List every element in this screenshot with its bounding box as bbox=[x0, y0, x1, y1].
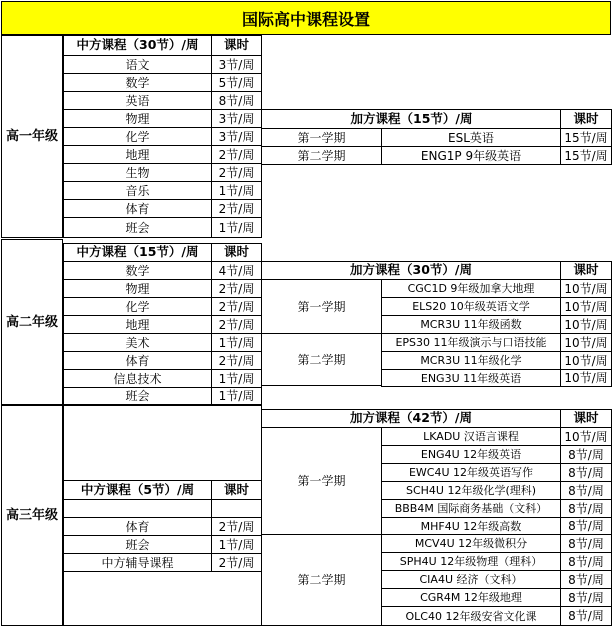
grade3-label: 高三年级 bbox=[1, 405, 63, 626]
table-row-name: MCV4U 12年级微积分 bbox=[381, 534, 561, 553]
grade3-term-2: 第二学期 bbox=[261, 534, 382, 626]
table-row-name: 物理 bbox=[63, 109, 212, 128]
table-row-hours: 1节/周 bbox=[211, 217, 262, 238]
table-row-hours: 10节/周 bbox=[560, 351, 612, 370]
table-row-hours: 2节/周 bbox=[211, 517, 262, 536]
table-row-hours: 10节/周 bbox=[560, 315, 612, 334]
grade2-term-1: 第一学期 bbox=[261, 279, 382, 334]
table-row-name: 数学 bbox=[63, 73, 212, 92]
table-row-hours: 1节/周 bbox=[211, 369, 262, 388]
sheet-title: 国际高中课程设置 bbox=[1, 1, 611, 35]
table-row-hours: 8节/周 bbox=[560, 552, 612, 571]
table-row-name: ELS20 10年级英语文学 bbox=[381, 297, 561, 316]
table-row-hours: 1节/周 bbox=[211, 535, 262, 554]
table-row-name: 地理 bbox=[63, 145, 212, 164]
table-row-name: EPS30 11年级演示与口语技能 bbox=[381, 333, 561, 352]
table-row-name: 生物 bbox=[63, 163, 212, 182]
table-row-name: ENG1P 9年级英语 bbox=[381, 146, 561, 165]
grade3-blank-row bbox=[211, 499, 262, 518]
table-row-name: 中方辅导课程 bbox=[63, 553, 212, 572]
grade3-cn-hours-header: 课时 bbox=[211, 480, 262, 500]
grade1-cn-hours-header: 课时 bbox=[211, 35, 262, 56]
table-row-hours: 8节/周 bbox=[560, 517, 612, 535]
table-row-hours: 8节/周 bbox=[211, 91, 262, 110]
table-row-hours: 8节/周 bbox=[560, 463, 612, 482]
table-row-name: MHF4U 12年级高数 bbox=[381, 517, 561, 535]
grade2-term-2: 第二学期 bbox=[261, 333, 382, 386]
table-row-hours: 4节/周 bbox=[211, 261, 262, 280]
table-row-hours: 3节/周 bbox=[211, 127, 262, 146]
table-row-hours: 2节/周 bbox=[211, 145, 262, 164]
grade1-term-2: 第二学期 bbox=[261, 146, 382, 165]
grade3-blank-row bbox=[63, 499, 212, 518]
table-row-hours: 2节/周 bbox=[211, 199, 262, 218]
grade3-ca-header: 加方课程（42节）/周 bbox=[261, 409, 561, 428]
grade1-ca-hours-header: 课时 bbox=[560, 109, 612, 129]
table-row-name: 体育 bbox=[63, 351, 212, 370]
grade3-ca-hours-header: 课时 bbox=[560, 409, 612, 428]
table-row-name: ENG3U 11年级英语 bbox=[381, 369, 561, 387]
grade3-blank-bottom bbox=[63, 571, 262, 626]
table-row-hours: 10节/周 bbox=[560, 369, 612, 387]
table-row-name: CGC1D 9年级加拿大地理 bbox=[381, 279, 561, 298]
table-row-name: 物理 bbox=[63, 279, 212, 298]
table-row-name: 班会 bbox=[63, 535, 212, 554]
table-row-name: 体育 bbox=[63, 517, 212, 536]
grade1-term-1: 第一学期 bbox=[261, 128, 382, 147]
table-row-name: MCR3U 11年级函数 bbox=[381, 315, 561, 334]
table-row-name: 英语 bbox=[63, 91, 212, 110]
table-row-hours: 2节/周 bbox=[211, 553, 262, 572]
table-row-hours: 1节/周 bbox=[211, 333, 262, 352]
table-row-hours: 10节/周 bbox=[560, 279, 612, 298]
table-row-name: CGR4M 12年级地理 bbox=[381, 588, 561, 607]
table-row-name: 班会 bbox=[63, 217, 212, 238]
table-row-hours: 8节/周 bbox=[560, 534, 612, 553]
table-row-hours: 8节/周 bbox=[560, 499, 612, 518]
table-row-name: EWC4U 12年级英语写作 bbox=[381, 463, 561, 482]
table-row-hours: 2节/周 bbox=[211, 351, 262, 370]
table-row-hours: 8节/周 bbox=[560, 606, 612, 626]
table-row-hours: 1节/周 bbox=[211, 387, 262, 405]
table-row-name: LKADU 汉语言课程 bbox=[381, 427, 561, 446]
table-row-name: CIA4U 经济（文科） bbox=[381, 570, 561, 589]
grade1-cn-header: 中方课程（30节）/周 bbox=[63, 35, 212, 56]
table-row-hours: 2节/周 bbox=[211, 315, 262, 334]
table-row-name: 音乐 bbox=[63, 181, 212, 200]
table-row-hours: 2节/周 bbox=[211, 297, 262, 316]
table-row-hours: 5节/周 bbox=[211, 73, 262, 92]
table-row-hours: 3节/周 bbox=[211, 109, 262, 128]
table-row-name: 地理 bbox=[63, 315, 212, 334]
table-row-name: ENG4U 12年级英语 bbox=[381, 445, 561, 464]
table-row-hours: 15节/周 bbox=[560, 128, 612, 147]
table-row-name: 数学 bbox=[63, 261, 212, 280]
grade2-label: 高二年级 bbox=[1, 239, 63, 405]
table-row-hours: 3节/周 bbox=[211, 55, 262, 74]
table-row-hours: 8节/周 bbox=[560, 588, 612, 607]
grade3-cn-header: 中方课程（5节）/周 bbox=[63, 480, 212, 500]
table-row-hours: 2节/周 bbox=[211, 163, 262, 182]
table-row-name: 信息技术 bbox=[63, 369, 212, 388]
table-row-hours: 10节/周 bbox=[560, 333, 612, 352]
table-row-name: 化学 bbox=[63, 127, 212, 146]
table-row-hours: 2节/周 bbox=[211, 279, 262, 298]
table-row-name: OLC40 12年级安省文化课 bbox=[381, 606, 561, 626]
table-row-name: 化学 bbox=[63, 297, 212, 316]
table-row-hours: 1节/周 bbox=[211, 181, 262, 200]
grade1-ca-header: 加方课程（15节）/周 bbox=[261, 109, 561, 129]
table-row-hours: 8节/周 bbox=[560, 481, 612, 500]
grade2-ca-header: 加方课程（30节）/周 bbox=[261, 261, 561, 280]
table-row-name: MCR3U 11年级化学 bbox=[381, 351, 561, 370]
table-row-name: SCH4U 12年级化学(理科) bbox=[381, 481, 561, 500]
table-row-name: 语文 bbox=[63, 55, 212, 74]
table-row-name: 体育 bbox=[63, 199, 212, 218]
grade2-ca-hours-header: 课时 bbox=[560, 261, 612, 280]
table-row-hours: 8节/周 bbox=[560, 445, 612, 464]
table-row-name: ESL英语 bbox=[381, 128, 561, 147]
table-row-name: SPH4U 12年级物理（理科） bbox=[381, 552, 561, 571]
grade3-blank-block bbox=[63, 405, 262, 481]
table-row-name: 美术 bbox=[63, 333, 212, 352]
grade3-term-1: 第一学期 bbox=[261, 427, 382, 535]
grade1-label: 高一年级 bbox=[1, 35, 63, 238]
grade2-cn-hours-header: 课时 bbox=[211, 243, 262, 262]
table-row-name: 班会 bbox=[63, 387, 212, 405]
table-row-hours: 15节/周 bbox=[560, 146, 612, 165]
grade2-cn-header: 中方课程（15节）/周 bbox=[63, 243, 212, 262]
table-row-hours: 10节/周 bbox=[560, 427, 612, 446]
table-row-hours: 8节/周 bbox=[560, 570, 612, 589]
table-row-hours: 10节/周 bbox=[560, 297, 612, 316]
table-row-name: BBB4M 国际商务基础（文科） bbox=[381, 499, 561, 518]
